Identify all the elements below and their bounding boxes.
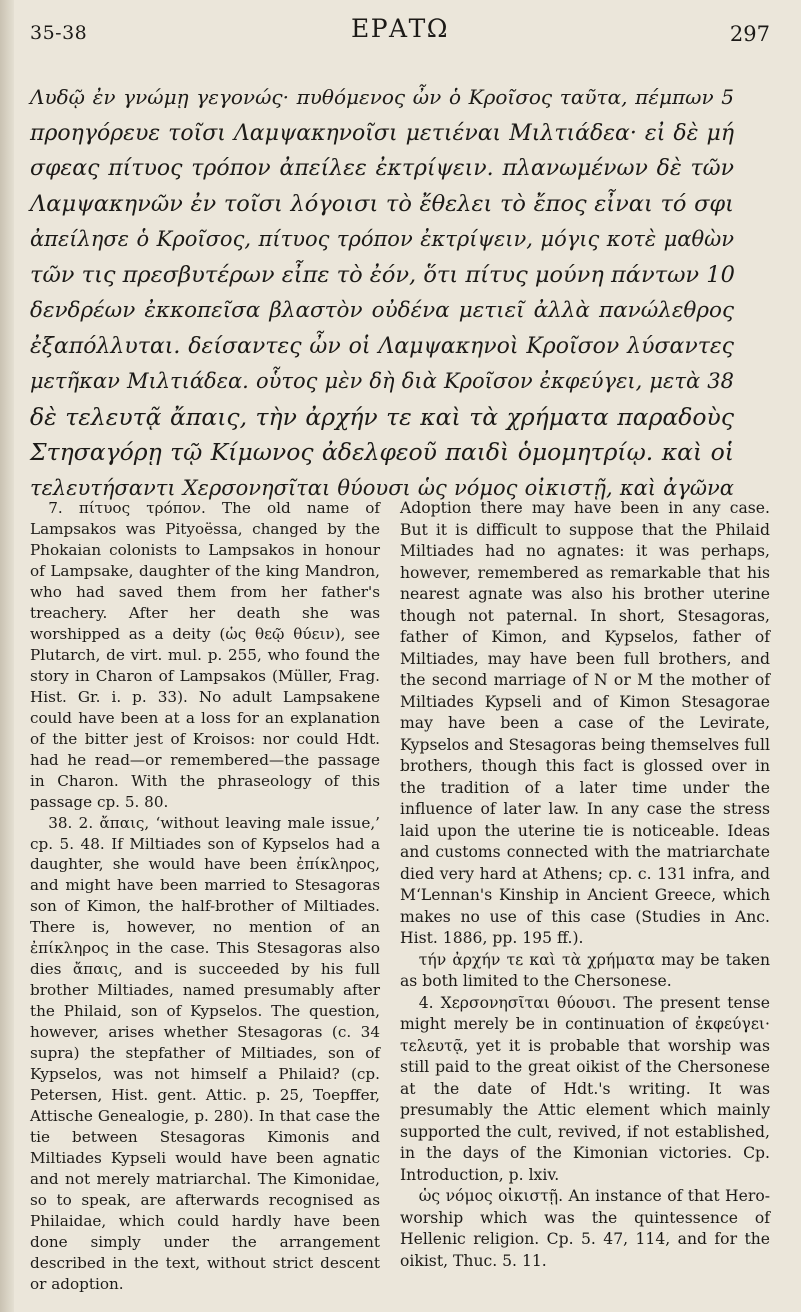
note-paragraph: 7. πίτυος τρόπον. The old name of Lampsakos was Pityoëssa, changed by the Phokaian colonists to Lampsakos in honour of Lampsake, daughter of the king Mandron, who had saved them from her father's treachery. After her death she was worshipped as a deity (ὡς θεῷ θύειν), see Plutarch, de virt. mul. p. 255, who found the story in Charon of Lampsakos (Müller, Frag. Hist. Gr. i. p. 33). No adult Lampsakene could have been at a loss for an explanation of the bitter jest of Kroisos: nor could Hdt. had he read—or remembered—the passage in Charon. With the phraseology of this passage cp. 5. 80.: [30, 499, 380, 811]
greek-line: Λυδῷ ἐν γνώμῃ γεγονώς· πυθόμενος ὦν ὁ Κροῖσος ταῦτα, πέμπων 5: [30, 85, 734, 109]
greek-line: σφεας πίτυος τρόπον ἀπείλεε ἐκτρίψειν. πλανωμένων δὲ τῶν: [30, 156, 734, 181]
running-head: [30, 14, 770, 50]
book-title: ΕΡΑΤΩ: [350, 14, 450, 43]
note-paragraph: 38. 2. ἄπαις, ‘without leaving male issue,’ cp. 5. 48. If Miltiades son of Kypselos had a daughter, she would have been ἐπίκληρος, and might have been married to Stesagoras son of Kimon, the half-brother of Miltiades. There is, however, no mention of an ἐπίκληρος in the case. This Stesagoras also dies ἄπαις, and is succeeded by his full brother Miltiades, named presumably after the Philaid, son of Kypselos. The question, however, arises whether Stesagoras (c. 34 supra) the stepfather of Miltiades, son of Kypselos, was not himself a Philaid? (cp. Petersen, Hist. gent. Attic. p. 25, Toepffer, Attische Genealogie, p. 280). In that case the tie between Stesagoras Kimonis and Miltiades Kypseli would have been agnatic and not merely matriarchal. The Kimonidae, so to speak, are afterwards recognised as Philaidae, which could hardly have been done simply under the arrangement described in the text, without strict descent or adoption.: [30, 813, 380, 1293]
greek-line: μετῆκαν Μιλτιάδεα. οὗτος μὲν δὴ διὰ Κροῖσον ἐκφεύγει, μετὰ 38: [30, 369, 734, 393]
greek-line: ἐξαπόλλυται. δείσαντες ὦν οἱ Λαμψακηνοὶ Κροῖσον λύσαντες: [30, 333, 734, 359]
note-paragraph: ὡς νόμος οἰκιστῇ. An instance of that Hero-worship which was the quintessence of Hellenic religion. Cp. 5. 47, 114, and for the oikist, Thuc. 5. 11.: [400, 1187, 770, 1270]
greek-line: τῶν τις πρεσβυτέρων εἶπε τὸ ἐόν, ὅτι πίτυς μούνη πάντων 10: [30, 261, 735, 288]
greek-line: δενδρέων ἐκκοπεῖσα βλαστὸν οὐδένα μετιεῖ ἀλλὰ πανώλεθρος: [30, 298, 734, 323]
commentary-right-column: [400, 498, 770, 1272]
greek-text-block: [30, 80, 734, 506]
book-spine-shadow: [0, 0, 14, 1312]
page-number: 297: [729, 22, 770, 46]
commentary-left-column: [30, 498, 380, 1295]
note-paragraph: 4. Χερσονησῖται θύουσι. The present tense might merely be in continuation of ἐκφεύγει· τελευτᾷ, yet it is probable that worship was still paid to the great oikist of the Chersonese at the date of Hdt.'s writing. It was presumably the Attic element which mainly supported the cult, revived, if not established, in the days of the Kimonian victories. Cp. Introduction, p. lxiv.: [400, 993, 770, 1184]
greek-line: Λαμψακηνῶν ἐν τοῖσι λόγοισι τὸ ἔθελει τὸ ἔπος εἶναι τό σφι: [30, 190, 734, 217]
greek-line: προηγόρευε τοῖσι Λαμψακηνοῖσι μετιέναι Μιλτιάδεα· εἰ δὲ μή: [30, 120, 734, 146]
note-paragraph: Adoption there may have been in any case. But it is difficult to suppose that the Philaid Miltiades had no agnates: it was perhaps, however, remembered as remarkable that his nearest agnate was also his brother uterine though not paternal. In short, Stesagoras, father of Kimon, and Kypselos, father of Miltiades, may have been full brothers, and the second marriage of N or M the mother of Miltiades Kypseli and of Kimon Stesagorae may have been a case of the Levirate, Kypselos and Stesagoras being themselves full brothers, though this fact is glossed over in the tradition of a later time under the influence of later law. In any case the stress laid upon the uterine tie is noticeable. Ideas and customs connected with the matriarchate died very hard at Athens; cp. c. 131 infra, and M‘Lennan's Kinship in Ancient Greece, which makes no use of this case (Studies in Anc. Hist. 1886, pp. 195 ff.).: [400, 499, 770, 947]
greek-line: Στησαγόρῃ τῷ Κίμωνος ἀδελφεοῦ παιδὶ ὁμομητρίῳ. καὶ οἱ: [30, 438, 734, 466]
section-range: 35-38: [30, 22, 88, 44]
note-paragraph: τήν ἀρχήν τε καὶ τὰ χρήματα may be taken as both limited to the Chersonese.: [400, 950, 770, 990]
greek-line: τελευτήσαντι Χερσονησῖται θύουσι ὡς νόμος οἰκιστῇ, καὶ ἀγῶνα: [30, 475, 734, 500]
greek-line: ἀπείλησε ὁ Κροῖσος, πίτυος τρόπον ἐκτρίψειν, μόγις κοτὲ μαθὼν: [30, 227, 734, 251]
greek-line: δὲ τελευτᾷ ἄπαις, τὴν ἀρχήν τε καὶ τὰ χρήματα παραδοὺς: [30, 402, 734, 431]
